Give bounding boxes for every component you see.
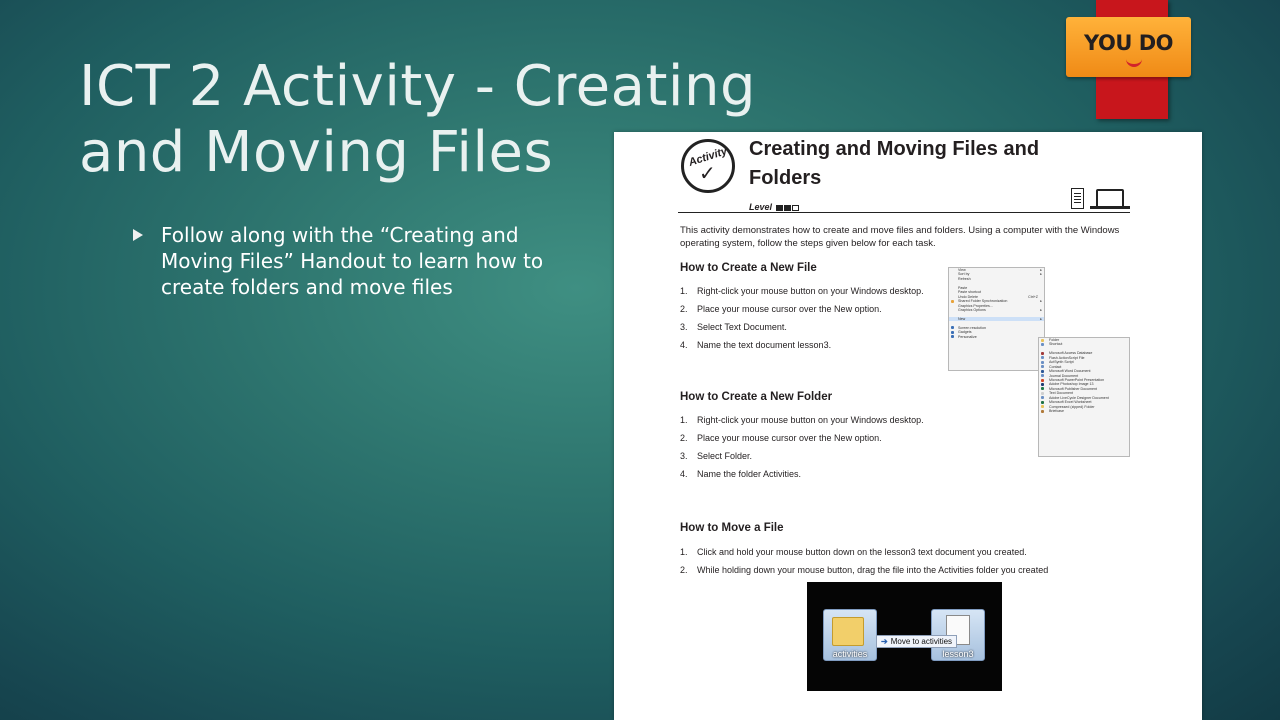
drag-demo-screenshot	[807, 582, 1002, 691]
step-item	[680, 564, 1140, 576]
stamp-word: Activity	[687, 145, 729, 169]
step-number: 3.	[680, 322, 688, 332]
bullet-item	[133, 222, 553, 300]
menu-item-label: Microsoft PowerPoint Presentation	[1049, 377, 1105, 382]
bullet-list	[133, 222, 553, 300]
badge-text: YOU DO	[1084, 31, 1173, 55]
steps-create-folder	[680, 414, 930, 486]
steps-create-file	[680, 285, 930, 357]
submenu-arrow-icon: ▸	[1040, 268, 1042, 272]
menu-item-label: Personalize	[958, 334, 977, 339]
step-text: Place your mouse cursor over the New option.	[697, 433, 882, 443]
handout-icons	[1068, 188, 1132, 210]
submenu-arrow-icon: ▸	[1040, 272, 1042, 277]
menu-item-icon	[1041, 379, 1044, 382]
step-text: Name the folder Activities.	[697, 469, 802, 479]
submenu-arrow-icon: ▸	[1040, 299, 1042, 304]
menu-item-icon	[1041, 352, 1044, 355]
menu-item-label: Microsoft Publisher Document	[1049, 386, 1097, 391]
level-boxes	[775, 202, 799, 212]
step-text: Select Folder.	[697, 451, 753, 461]
submenu-arrow-icon: ▸	[1040, 307, 1042, 312]
bullet-arrow-icon	[133, 229, 143, 241]
menu-item	[1039, 409, 1129, 413]
step-number: 4.	[680, 340, 688, 350]
menu-item	[949, 335, 1044, 339]
step-number: 1.	[680, 286, 688, 296]
step-number: 3.	[680, 451, 688, 461]
folder-label: activities	[832, 649, 868, 659]
menu-item-icon	[951, 331, 954, 334]
step-number: 1.	[680, 547, 688, 557]
menu-item-label: Briefcase	[1049, 409, 1064, 413]
menu-item-label: Folder	[1049, 338, 1060, 342]
menu-item-label: Microsoft Access Database	[1049, 351, 1093, 356]
step-number: 2.	[680, 433, 688, 443]
menu-item-icon	[1041, 383, 1044, 386]
move-tooltip	[876, 635, 957, 648]
menu-item-shortcut: Ctrl+Z	[1028, 294, 1038, 299]
file-label: lesson3	[942, 649, 974, 659]
handout-intro: This activity demonstrates how to create and move files and folders. Using a computer with the Windows operating system, follow the steps given below for each task.	[680, 225, 1120, 249]
level-box	[784, 205, 791, 211]
step-item	[680, 321, 930, 333]
menu-item-icon	[1041, 387, 1044, 390]
section-heading: How to Create a New Folder	[680, 391, 833, 403]
menu-item-label: Contact	[1049, 364, 1062, 369]
menu-item-icon	[1041, 343, 1044, 346]
bullet-text: Follow along with the “Creating and Moving Files” Handout to learn how to create folders and move files	[161, 223, 544, 299]
step-number: 2.	[680, 304, 688, 314]
step-item	[680, 414, 930, 426]
step-text: Right-click your mouse button on your Windows desktop.	[697, 415, 924, 425]
menu-item-icon	[1041, 361, 1044, 364]
tooltip-text: Move to activities	[890, 637, 953, 646]
step-text: Place your mouse cursor over the New option.	[697, 304, 882, 314]
step-text: Name the text document lesson3.	[697, 340, 832, 350]
context-menu	[948, 267, 1045, 371]
activity-stamp-icon	[681, 139, 735, 193]
section-heading: How to Create a New File	[680, 262, 817, 274]
you-do-badge	[1066, 17, 1191, 77]
step-item	[680, 468, 930, 480]
step-item	[680, 339, 930, 351]
menu-item-icon	[1041, 405, 1044, 408]
menu-item-label: Paste shortcut	[958, 290, 981, 295]
menu-item-icon	[1041, 365, 1044, 368]
step-item	[680, 303, 930, 315]
menu-item-icon	[1041, 339, 1044, 342]
menu-item-label: Undo Delete	[958, 294, 978, 299]
handout-title: Creating and Moving Files and Folders	[749, 138, 1040, 189]
level-indicator	[749, 202, 799, 212]
menu-item-label: Journal Document	[1049, 373, 1079, 378]
menu-item-icon	[951, 335, 954, 338]
menu-item-icon	[1041, 392, 1044, 395]
notepad-icon	[1071, 188, 1084, 209]
menu-item-label: Microsoft Excel Worksheet	[1049, 400, 1092, 405]
step-text: Right-click your mouse button on your Windows desktop.	[697, 286, 924, 296]
menu-item-label: Shared Folder Synchronization	[958, 299, 1008, 304]
menu-item-icon	[1041, 396, 1044, 399]
menu-item-label: Compressed (zipped) Folder	[1049, 404, 1095, 409]
smile-icon	[1126, 57, 1142, 67]
menu-item-icon	[1041, 356, 1044, 359]
menu-item-icon	[951, 300, 954, 303]
menu-item-label: Graphics Properties...	[958, 303, 993, 308]
menu-item-label: Refresh	[958, 276, 971, 281]
step-number: 1.	[680, 415, 688, 425]
step-number: 2.	[680, 565, 688, 575]
step-item	[680, 432, 930, 444]
menu-item-icon	[1041, 374, 1044, 377]
menu-item-icon	[1041, 401, 1044, 404]
step-text: Click and hold your mouse button down on the lesson3 text document you created.	[697, 547, 1027, 557]
level-box	[776, 205, 783, 211]
new-submenu	[1038, 337, 1130, 457]
menu-item-label: ActSynth Script	[1049, 360, 1074, 365]
menu-item-label: Paste	[958, 285, 968, 290]
step-text: While holding down your mouse button, drag the file into the Activities folder you created	[697, 565, 1049, 575]
activities-folder	[823, 609, 877, 661]
arrow-right-icon: ➔	[881, 637, 888, 646]
laptop-base	[1090, 206, 1130, 209]
menu-item-label: Shortcut	[1049, 342, 1063, 347]
menu-item-label: Flash ActionScript File	[1049, 355, 1085, 360]
menu-item-label: Screen resolution	[958, 325, 986, 330]
menu-item-label: Microsoft Word Document	[1049, 369, 1091, 374]
level-label: Level	[749, 202, 773, 212]
divider	[678, 212, 1130, 213]
menu-item-icon	[1041, 370, 1044, 373]
menu-item-label: New	[958, 316, 966, 321]
step-item	[680, 546, 1140, 558]
step-item	[680, 285, 930, 297]
menu-item-label: Gadgets	[958, 330, 972, 335]
menu-item-label: Text Document	[1049, 391, 1073, 396]
step-text: Select Text Document.	[697, 322, 787, 332]
folder-icon	[832, 617, 864, 646]
steps-move-file	[680, 546, 1140, 582]
menu-item-label: View	[958, 268, 966, 272]
menu-item-label: Sort by	[958, 272, 970, 277]
handout-image	[614, 132, 1202, 720]
menu-item-label: Adobe LiveCycle Designer Document	[1049, 395, 1109, 400]
submenu-arrow-icon: ▸	[1040, 316, 1042, 321]
section-heading: How to Move a File	[680, 522, 784, 534]
menu-item-label: Graphics Options	[958, 307, 986, 312]
menu-item-label: Adobe Photoshop Image 13	[1049, 382, 1094, 387]
step-item	[680, 450, 930, 462]
step-number: 4.	[680, 469, 688, 479]
level-box	[792, 205, 799, 211]
menu-item-icon	[1041, 410, 1044, 413]
checkmark-icon: ✓	[699, 163, 716, 185]
slide-title: ICT 2 Activity - Creating and Moving Files	[79, 54, 757, 185]
menu-item-icon	[951, 326, 954, 329]
